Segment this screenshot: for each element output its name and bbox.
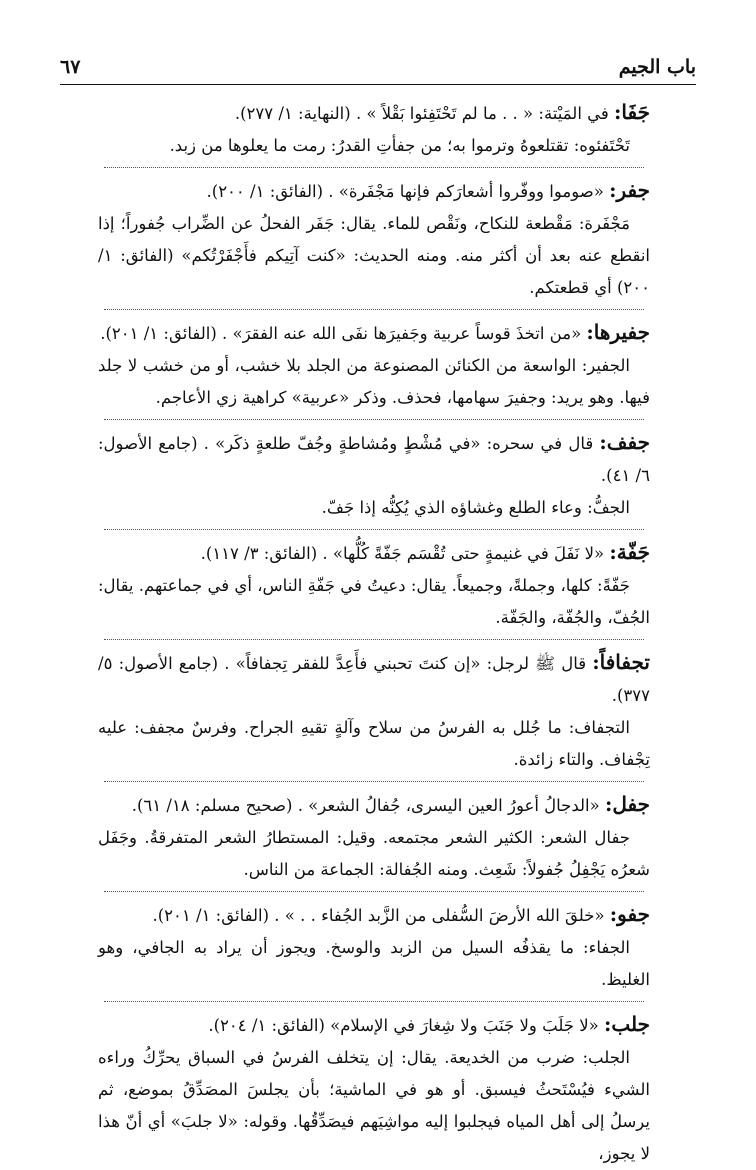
hadith-quote: في المَيْتة: « . . ما لم تَحْتَفِئوا بَقْلاً » . (النهاية: ١/ ٢٧٧). [234,104,615,123]
chapter-title: باب الجيم [618,56,696,78]
entry-divider [104,309,644,310]
headword: جفيرها: [586,320,650,344]
headword: جَفّة: [609,540,650,564]
entry-jafl [98,788,650,886]
entry-explanation: جَفّةً: كلها، وجملةً، وجميعاً. يقال: دعيتُ في جَفّةِ الناس، أي في جماعتهم. يقال: الجُفّ، والجُفّة، والجَفّة. [98,576,650,627]
entry-explanation: تَحْتَفئوه: تقتلعوهُ وترموا به؛ من جفأتِ القدرُ: رمت ما يعلوها من زبد. [169,136,630,155]
entry-jaff [98,426,650,524]
hadith-quote: «لا جَلَبَ ولا جَنَبَ ولا شِغارَ في الإسلام» (الفائق: ١/ ٢٠٤). [208,1016,604,1035]
entry-jafa [98,96,650,162]
entry-explanation: الجلب: ضرب من الخديعة. يقال: إن يتخلف الفرسُ في السباق يحرِّكُ وراءه الشيء فيُسْتَحثُ فيسبق. أو هو في الماشية؛ بأن يجلسَ المصَدِّقُ بموضع، ثم يرسلُ إلى أهل المياه فيجلبوا إليه مواشِيَهم فيصَدِّقُها. وقوله: «لا جلبَ» أي أنّ هذا لا يجوز، [98,1048,650,1163]
page-header [60,52,696,82]
hadith-quote: «صوموا ووفّروا أشعارَكم فإنها مَجْفَرة» . (الفائق: ١/ ٢٠٠). [206,182,610,201]
headword: جفو: [609,902,650,926]
entry-explanation: الجفاء: ما يقذفُه السيل من الزبد والوسخ. ويجوز أن يراد به الجافي، وهو الغليظ. [98,938,650,989]
headword: جلب: [603,1012,650,1036]
entry-divider [104,891,644,892]
entry-explanation: التجفاف: ما جُلل به الفرسُ من سلاح وآلةٍ تقيهِ الجراح. وفرسٌ مجفف: عليه تِجْفاف. والتاء زائدة. [98,718,650,769]
hadith-quote: قال ﷺ لرجل: «إن كنتَ تحبني فأَعِدَّ للفقر تِجفافاً» . (جامع الأصول: ٥/ ٣٧٧). [98,654,650,705]
entry-divider [104,167,644,168]
entry-jafr [98,174,650,304]
hadith-quote: «لا نَفَلَ في غنيمةٍ حتى تُقْسَم جَفّةً كُلُّها» . (الفائق: ٣/ ١١٧). [200,544,610,563]
hadith-quote: «الدجالُ أعورُ العين اليسرى، جُفالُ الشعر» . (صحيح مسلم: ١٨/ ٦١). [131,796,605,815]
entry-jaffa [98,536,650,634]
entry-head [98,96,650,130]
entry-head [98,174,650,208]
hadith-quote: قال في سحره: «في مُشْطٍ ومُشاطةٍ وجُفّ طلعةٍ ذكَر» . (جامع الأصول: ٦/ ٤١). [98,434,650,485]
entry-jafiruha [98,316,650,414]
headword: جَفَا: [614,100,650,124]
header-rule [60,84,696,85]
entry-divider [104,639,644,640]
entry-jalab [98,1008,650,1170]
hadith-quote: «من اتخذَ قوساً عربية وجَفيرَها نفَى الله عنه الفقرَ» . (الفائق: ١/ ٢٠١). [100,324,587,343]
hadith-quote: «خلقَ الله الأرضَ السُّفلى من الزَّبد الجُفاء . . » . (الفائق: ١/ ٢٠١). [152,906,610,925]
entry-head [98,536,650,570]
headword: جفف: [599,430,650,454]
entry-divider [104,781,644,782]
headword: جفل: [604,792,650,816]
dictionary-entries [98,96,650,1170]
entry-explanation: مَجْفَرة: مَقْطعة للنكاح، ونَقْص للماء. يقال: جَفَر الفحلُ عن الضِّراب جُفوراً؛ إذا انقطع عنه بعد أن أكثر منه. ومنه الحديث: «كنت آتِيكم فأَجْفَرْتُكم» (الفائق: ١/ ٢٠٠) أي قطعتكم. [98,214,650,297]
entry-head [98,1008,650,1042]
entry-head [98,426,650,492]
entry-head [98,898,650,932]
entry-divider [104,419,644,420]
entry-divider [104,1001,644,1002]
entry-explanation: الجفُّ: وعاء الطلع وغشاؤه الذي يُكِنُّه إذا جَفّ. [321,498,630,517]
entry-divider [104,529,644,530]
entry-explanation: جفال الشعر: الكثير الشعر مجتمعه. وقيل: المستطارُ الشعر المتفرقةُ. وجَفَل شعرُه يَجْفِلُ جُفولاً: شَعِث. ومنه الجُفالة: الجماعة من الناس. [98,828,650,879]
entry-head [98,646,650,712]
entry-tijfaf [98,646,650,776]
entry-explanation: الجفير: الواسعة من الكنائن المصنوعة من الجلد بلا خشب، أو من خشب لا جلد فيها. وهو يريد: وجفيرَ سهامها، فحذف. وذكر «عربية» كراهية زي الأعاجم. [98,356,650,407]
page-number: ٦٧ [60,56,81,78]
entry-head [98,788,650,822]
headword: تجفافاً: [592,650,650,674]
entry-jafw [98,898,650,996]
headword: جفر: [609,178,650,202]
entry-head [98,316,650,350]
